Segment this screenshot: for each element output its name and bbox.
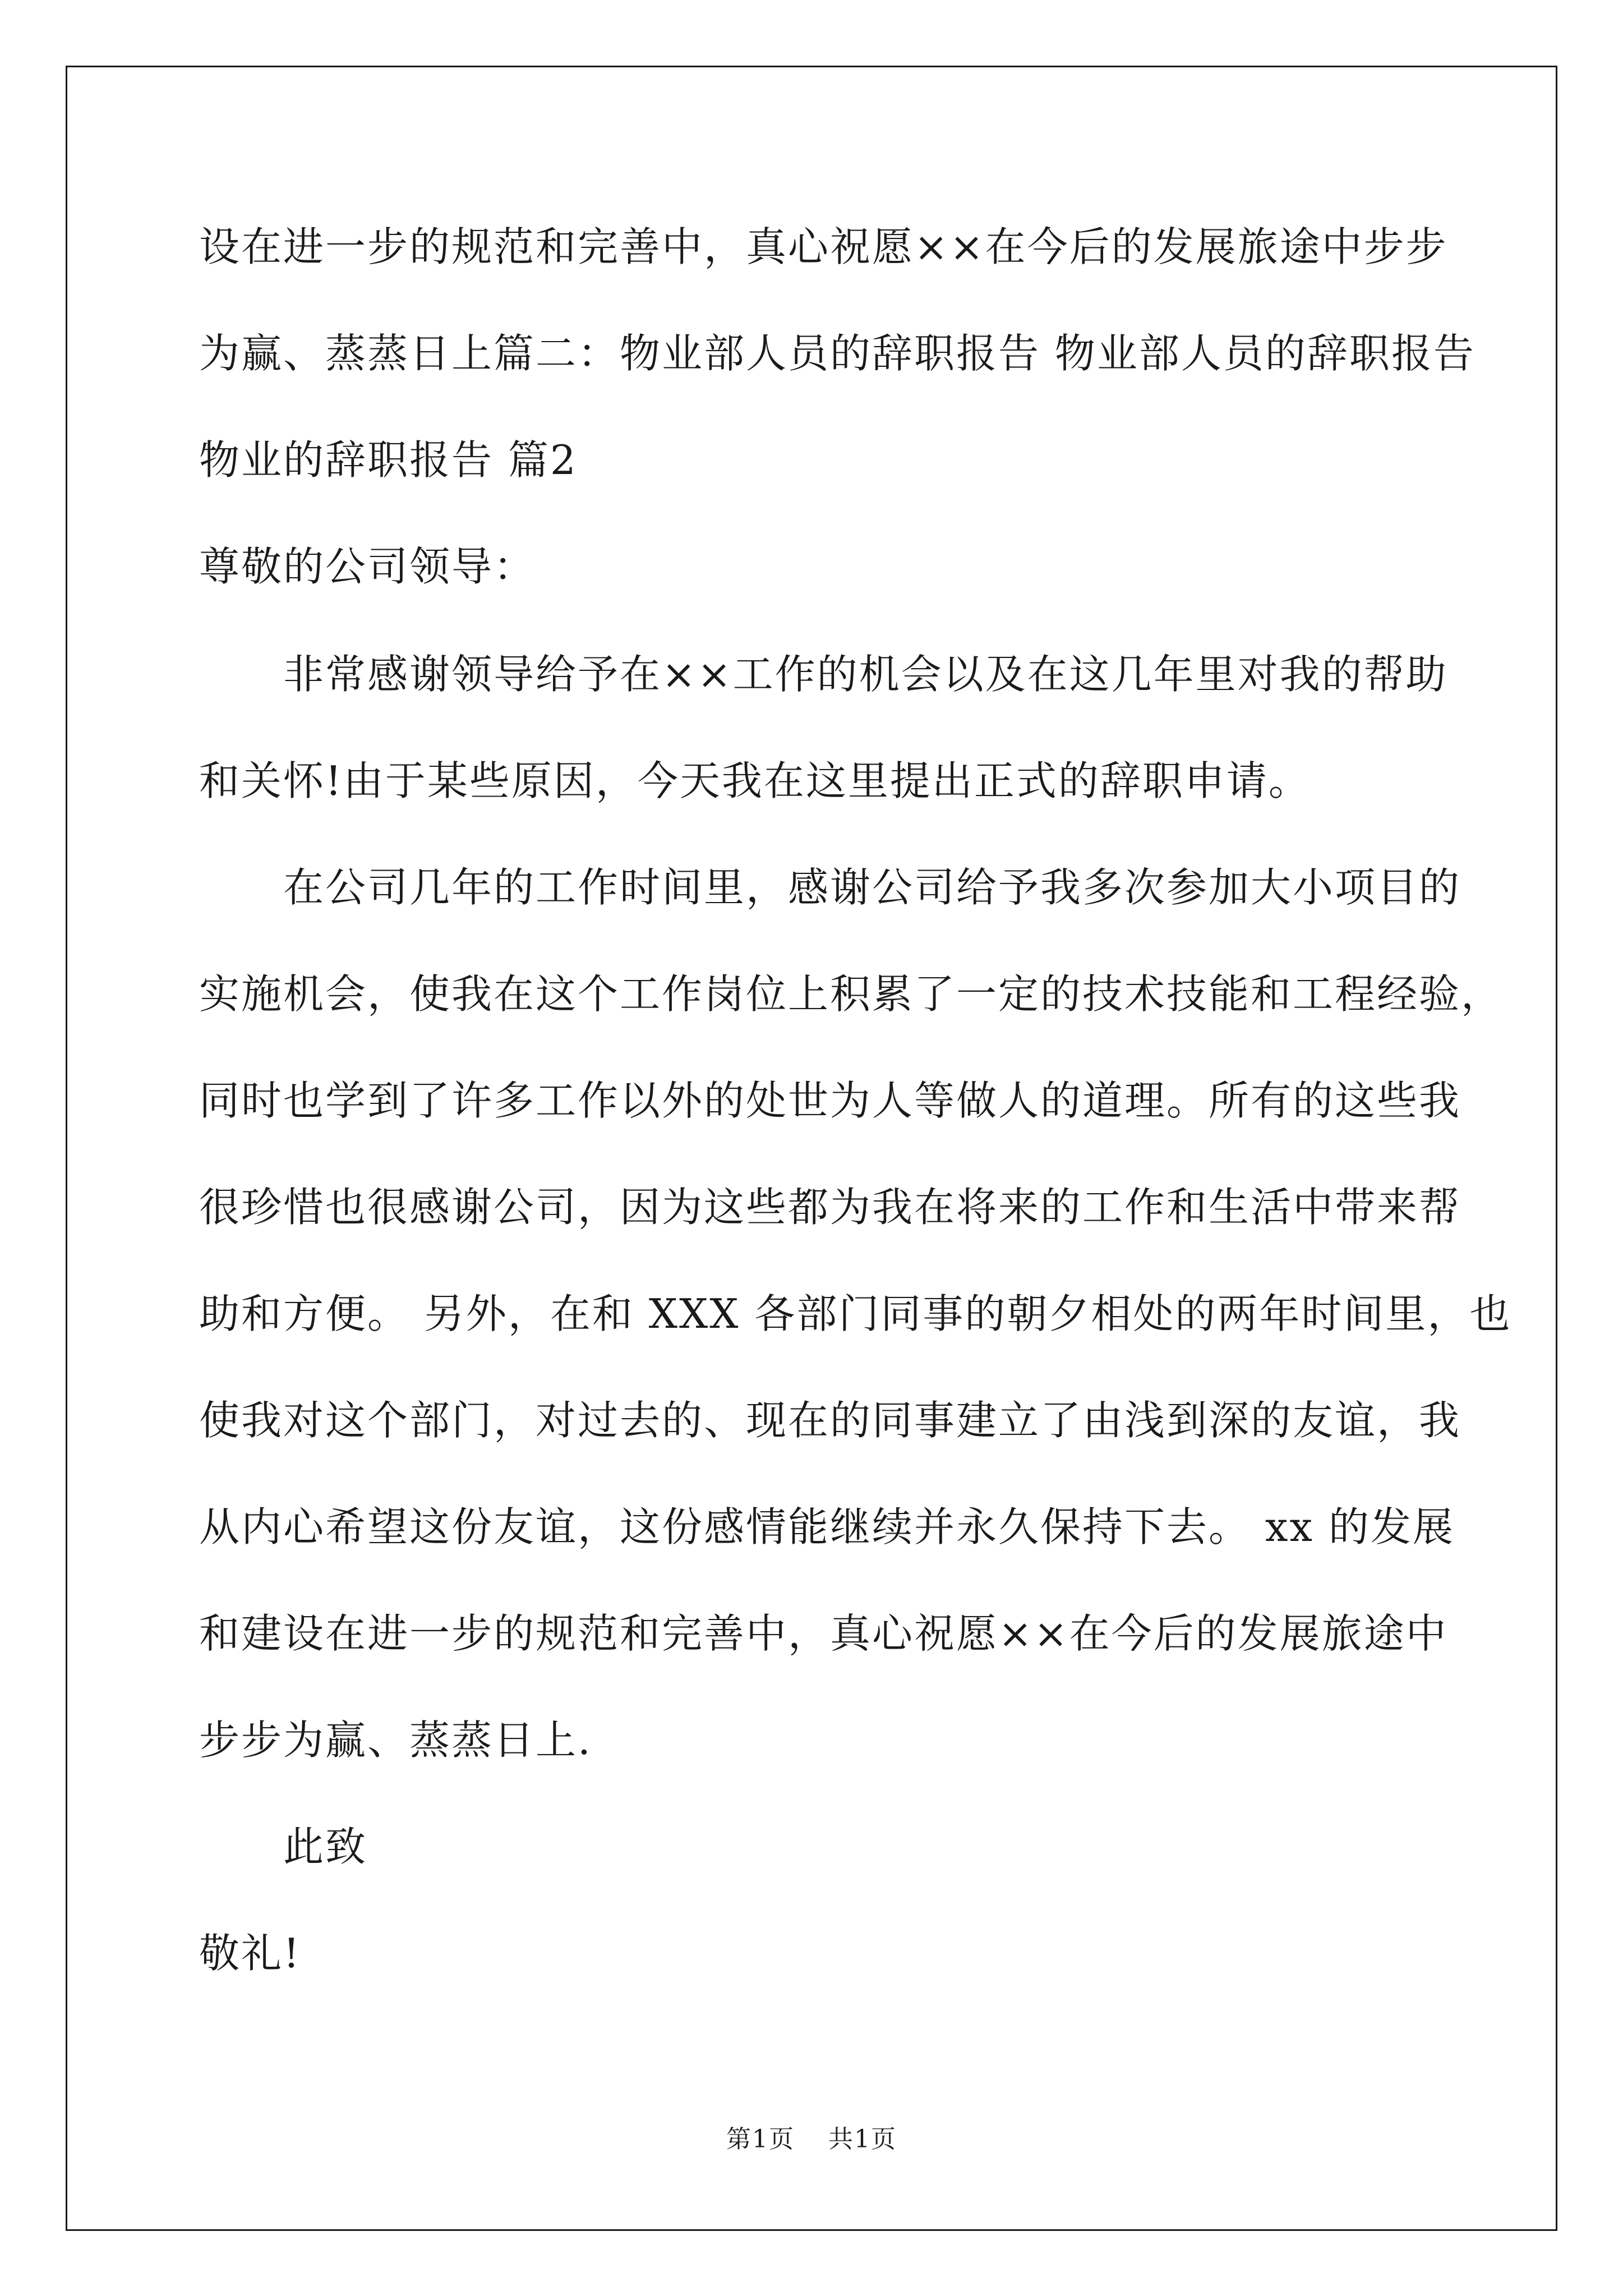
text-line-7: 在公司几年的工作时间里，感谢公司给予我多次参加大小项目的 (283, 864, 1461, 911)
text-line-11: 助和方便。 另外，在和 XXX 各部门同事的朝夕相处的两年时间里，也 (199, 1290, 1512, 1337)
text-line-12: 使我对这个部门，对过去的、现在的同事建立了由浅到深的友谊，我 (199, 1397, 1461, 1444)
text-line-13: 从内心希望这份友谊，这份感情能继续并永久保持下去。 xx 的发展 (199, 1503, 1455, 1550)
salutation: 尊敬的公司领导： (199, 543, 536, 590)
page-total: 共1页 (828, 2125, 897, 2154)
text-line-6: 和关怀!由于某些原因，今天我在这里提出正式的辞职申请。 (199, 757, 1311, 804)
text-line-5: 非常感谢领导给予在××工作的机会以及在这几年里对我的帮助 (283, 651, 1448, 698)
page-border (66, 66, 1557, 2231)
text-line-2: 为赢、蒸蒸日上篇二：物业部人员的辞职报告 物业部人员的辞职报告 (199, 330, 1476, 377)
page-footer (0, 2123, 1623, 2156)
closing-regards: 敬礼! (199, 1930, 301, 1977)
text-line-9: 同时也学到了许多工作以外的处世为人等做人的道理。所有的这些我 (199, 1077, 1461, 1124)
text-line-1: 设在进一步的规范和完善中，真心祝愿××在今后的发展旅途中步步 (199, 223, 1448, 270)
closing-line: 此致 (283, 1823, 368, 1870)
text-line-10: 很珍惜也很感谢公司，因为这些都为我在将来的工作和生活中带来帮 (199, 1184, 1461, 1231)
text-line-14: 和建设在进一步的规范和完善中，真心祝愿××在今后的发展旅途中 (199, 1610, 1448, 1657)
text-line-8: 实施机会，使我在这个工作岗位上积累了一定的技术技能和工程经验， (199, 970, 1504, 1018)
text-line-3: 物业的辞职报告 篇2 (199, 436, 578, 484)
text-line-15: 步步为赢、蒸蒸日上. (199, 1717, 592, 1764)
page-number: 第1页 (726, 2125, 795, 2154)
